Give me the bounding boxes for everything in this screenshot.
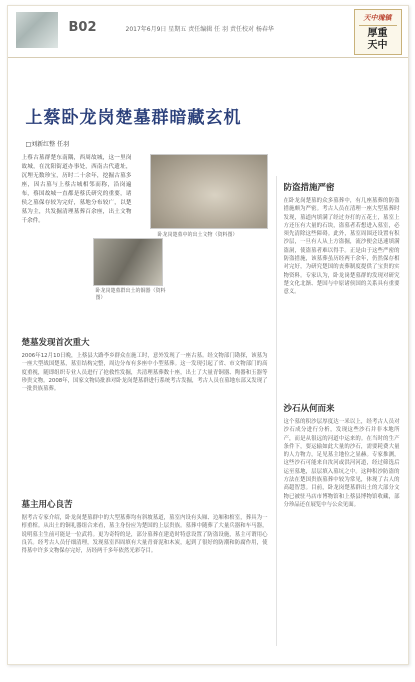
section-text: 这个墓的积沙层厚度达一米以上，经考古人员对沙石成分进行分析，发现这些沙石并非本地所产，而是从很远的河道中运来的。在当时的生产条件下，要运输如此大量的沙石，需要耗费大量的人力物力，足见墓主地位之显赫。专家推测，这些沙石可能来自汝河或洪河河道，经过筛选后运至墓地，层层填入墓坑之中。这种积沙防盗的方法在楚国贵族墓葬中较为常见，体现了古人的高超智慧。目前，卧龙岗楚墓群出土的大部分文物已被驻马店市博物馆和上蔡县博物馆收藏，部分珍品还在展览中与公众见面。: [283, 419, 400, 508]
section-text: 2006年12月10日晚，上蔡县大路李乡群众在施工时，意外发现了一座古墓。经文物部门勘探，该墓为一座大型战国楚墓，墓室结构完整，周边分布有多座中小型墓葬。这一发现引起了省、市文物部门的高度重视，随即组织专业人员进行了抢救性发掘，共清理墓葬数十座，出土了大量青铜器、陶器和玉器等珍贵文物。2008年，国家文物局批准对卧龙岗楚墓群进行系统考古发掘，考古人员在墓地东部又发现了一批贵族墓葬。: [21, 353, 268, 393]
section-text: 在卧龙岗楚墓的众多墓葬中，有几座墓葬的防盗措施颇为严密。考古人员在清理一座大型墓葬时发现，墓道内填满了经过夯打的五花土，墓室上方还压有大量的石块，盗墓者若想进入墓室，必须先清除这些障碍。此外，墓室周围还设置有积沙层，一旦有人从上方盗掘，流沙便会迅速填满盗洞，使盗墓者难以得手。正是由于这些严密的防盗措施，该墓葬虽历经两千余年，仍然保存相对完好，为研究楚国的丧葬制度提供了宝贵的实物资料。专家认为，卧龙岗楚墓群的发现对研究楚文化北渐、楚国与中原诸侯国的关系具有重要意义。: [283, 198, 400, 296]
page-number: B02: [68, 20, 97, 35]
newspaper-page: [7, 5, 409, 665]
bronze-photo-caption: 卧龙岗楚墓群出土的铜器（资料图）: [95, 288, 166, 301]
section-heading: 墓主用心良苦: [21, 500, 73, 510]
section-heading: 楚墓发现首次重大: [21, 338, 90, 348]
artifact-photo: [150, 154, 268, 229]
section-heading: 防盗措施严密: [283, 183, 335, 193]
column-divider: [276, 176, 277, 646]
section-text: 据考古专家介绍，卧龙岗楚墓群中的大型墓葬均有斜坡墓道，墓室内设有头厢、边厢和棺室，葬具为一椁重棺。从出土的铜礼器组合来看，墓主身份应为楚国的上层贵族。墓葬中随葬了大量兵器和车马器，说明墓主生前可能是一位武将。更为奇特的是，部分墓葬在建造时特意设置了防盗设施，墓主可谓用心良苦。经考古人员仔细清理，发现墓室四周填有大量青膏泥和木炭，起到了很好的防潮和防腐作用，使得墓中许多文物保存完好，历经两千多年依然光彩夺目。: [21, 515, 268, 555]
column-brand: [354, 9, 402, 55]
column-brand-line1: 厚重: [367, 28, 388, 39]
column-brand-top: 天中瑰镇: [363, 14, 392, 22]
column-brand-line2: 天中: [367, 40, 388, 51]
article-byline: □刘新红整 任羽: [25, 141, 70, 148]
article-lead: 上蔡古墓群楚东南隅，西周故城，这一里岗故城，在沈阳街道办事处，西南古代遗址，沉埋无数珍宝，历时二十余年，挖掘古墓多座，因古墓与上蔡古城相邻而称，沿岗遍布，蔡国故城一直都是蔡氏研究的重要，诸侯之墓保存较为完好，墓地分布较广，以楚墓为主，共发掘清理墓葬百余座，出土文物千余件。: [21, 155, 132, 224]
article-title: 上蔡卧龙岗楚墓群暗藏玄机: [25, 108, 242, 128]
brand-divider: [359, 25, 397, 26]
issue-meta: 2017年6月9日 星期五 责任编辑 任 羽 责任校对 杨春华: [125, 26, 274, 33]
page-header: [8, 6, 409, 58]
header-thumbnail-image: [16, 12, 58, 48]
artifact-photo-caption: 卧龙岗楚墓中的出土文物（资料图）: [157, 232, 238, 238]
section-heading: 沙石从何而来: [283, 404, 335, 414]
bronze-photo: [93, 238, 163, 286]
